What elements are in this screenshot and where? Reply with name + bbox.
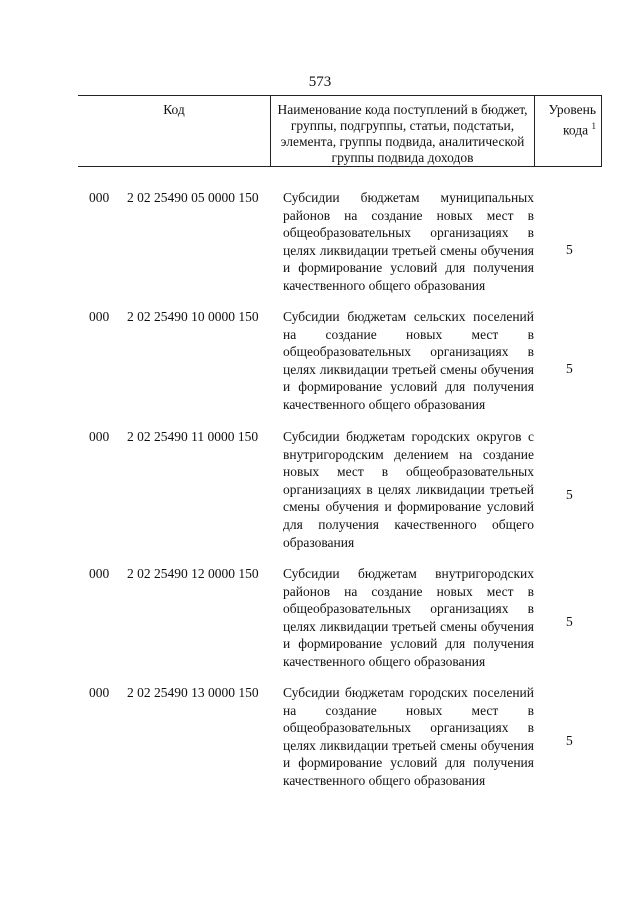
revenue-code: 2 02 25490 05 0000 150 bbox=[127, 190, 259, 205]
row-description: Субсидии бюджетам сельских поселений на создание новых мест в общеобразовательных организациях в целях ликвидации третьей смены обучения и формирование условий для получения качественного общего образования bbox=[283, 309, 534, 412]
revenue-code: 2 02 25490 12 0000 150 bbox=[127, 566, 259, 581]
row-description: Субсидии бюджетам городских поселений на создание новых мест в общеобразовательных организациях в целях ликвидации третьей смены обучения и формирование условий для получения качественного общего образования bbox=[283, 685, 534, 788]
row-level: 5 bbox=[566, 242, 573, 257]
revenue-code: 2 02 25490 10 0000 150 bbox=[127, 309, 259, 324]
row-level: 5 bbox=[566, 361, 573, 376]
revenue-code: 2 02 25490 13 0000 150 bbox=[127, 685, 259, 700]
table-header bbox=[78, 95, 602, 167]
row-description: Субсидии бюджетам городских округов с внутригородским делением на создание новых мест в общеобразовательных организациях в целях ликвидации третьей смены обучения и формирование условий для получения качественного общего образования bbox=[283, 429, 534, 550]
row-description: Субсидии бюджетам муниципальных районов на создание новых мест в общеобразовательных организациях в целях ликвидации третьей смены обучения и формирование условий для получения качественного общего образования bbox=[283, 190, 534, 293]
admin-code: 000 bbox=[89, 429, 110, 444]
admin-code: 000 bbox=[89, 190, 110, 205]
header-code: Код bbox=[163, 102, 185, 117]
header-level-footnote: 1 bbox=[591, 121, 596, 131]
admin-code: 000 bbox=[89, 566, 110, 581]
admin-code: 000 bbox=[89, 309, 110, 324]
row-description: Субсидии бюджетам внутригородских районов на создание новых мест в общеобразовательных организациях в целях ликвидации третьей смены обучения и формирование условий для получения качественного общего образования bbox=[283, 566, 534, 669]
page-number: 573 bbox=[308, 74, 332, 90]
header-name: Наименование кода поступлений в бюджет, группы, подгруппы, статьи, подстатьи, элемента, группы подвида, аналитической группы подвида доходов bbox=[270, 96, 534, 166]
header-level bbox=[534, 96, 602, 166]
row-level: 5 bbox=[566, 487, 573, 502]
row-level: 5 bbox=[566, 614, 573, 629]
row-level: 5 bbox=[566, 733, 573, 748]
admin-code: 000 bbox=[89, 685, 110, 700]
revenue-code: 2 02 25490 11 0000 150 bbox=[127, 429, 259, 444]
header-level-label: Уровень кода bbox=[548, 102, 596, 138]
